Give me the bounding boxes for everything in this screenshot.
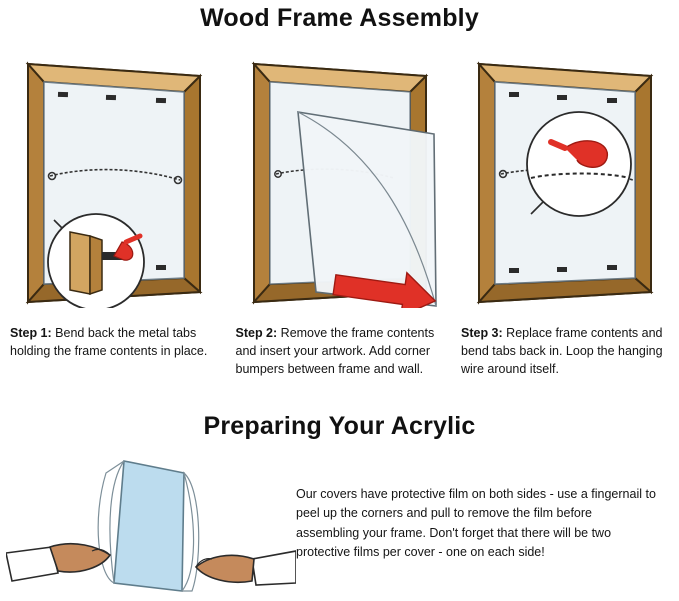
step3-illustration-icon xyxy=(461,56,669,308)
step-3 xyxy=(461,56,669,378)
step2-illustration-icon xyxy=(236,56,444,308)
step1-illustration-icon xyxy=(10,56,218,308)
page-title-acrylic: Preparing Your Acrylic xyxy=(203,412,476,440)
step-1-label: Step 1: xyxy=(10,326,52,340)
step-1 xyxy=(10,56,218,378)
step-2-text: Remove the frame contents and insert your artwork. Add corner bumpers between frame and wall. xyxy=(235,326,435,377)
step-2-caption xyxy=(236,324,444,378)
step-1-caption xyxy=(10,324,218,360)
acrylic-section xyxy=(0,455,679,595)
step-2-label: Step 2: xyxy=(235,326,278,340)
page-title-wood-frame: Wood Frame Assembly xyxy=(200,4,479,32)
steps-row xyxy=(0,56,679,378)
step-3-text: Replace frame contents and bend tabs back in. Loop the hanging wire around itself. xyxy=(461,326,663,377)
step-3-caption xyxy=(461,324,669,378)
step-3-label: Step 3: xyxy=(461,326,503,340)
acrylic-instructions-text: Our covers have protective film on both sides - use a fingernail to peel up the corners and pull to remove the film before assembling your frame. Don't forget that there will be two protective films per cover - one on each side! xyxy=(296,487,656,560)
hands-peeling-film-icon xyxy=(6,455,296,595)
acrylic-illustration-wrap xyxy=(0,455,296,595)
step-2 xyxy=(236,56,444,378)
step-1-text: Bend back the metal tabs holding the frame contents in place. xyxy=(10,326,208,359)
